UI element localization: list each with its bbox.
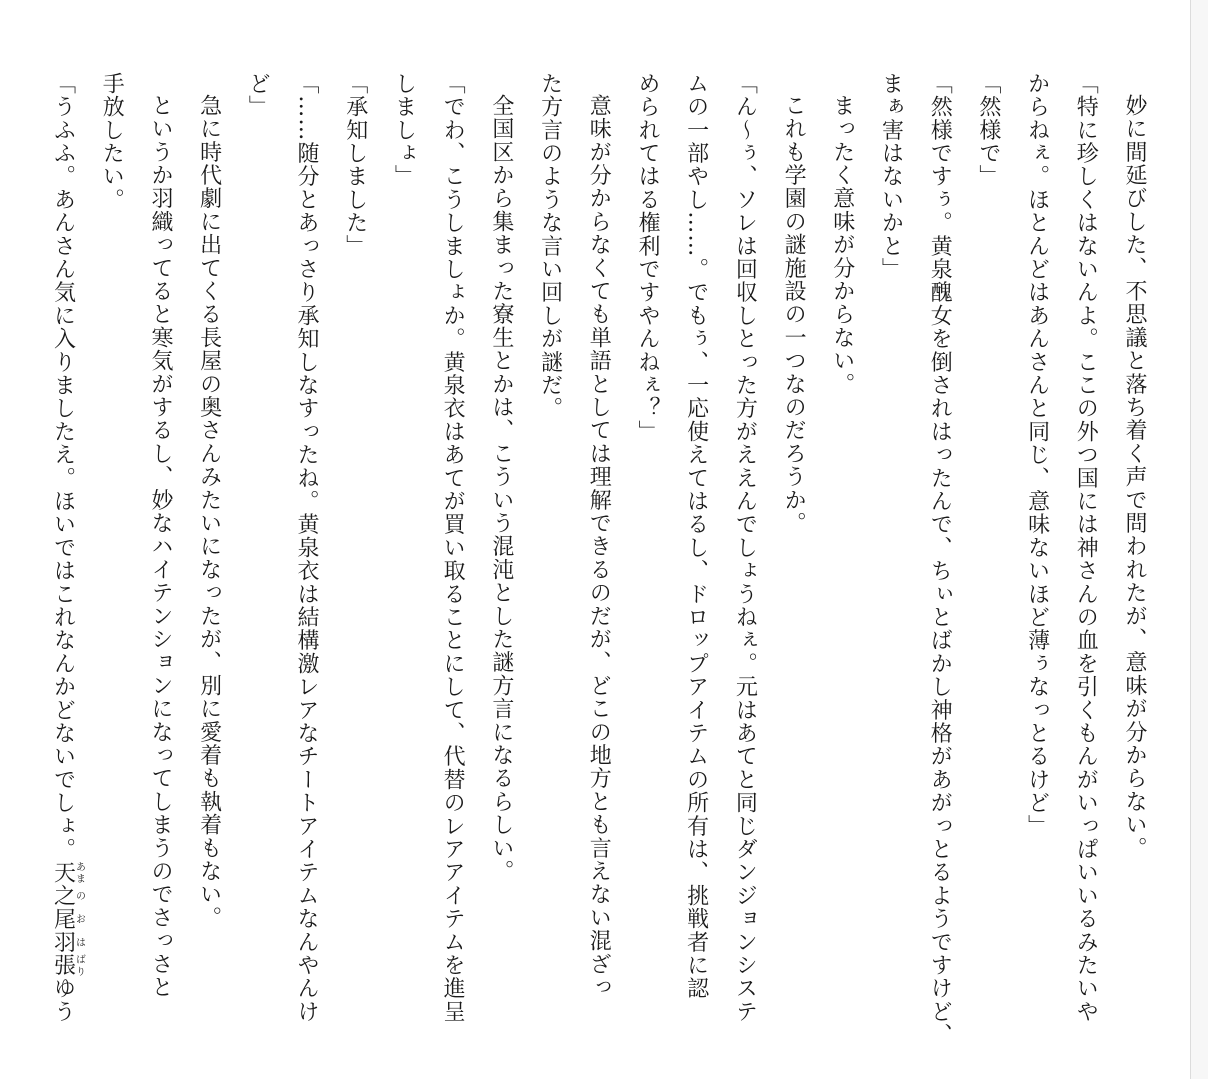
text-line-3: からねぇ。ほとんどはあんさんと同じ、意味ないほど薄ぅなっとるけど」: [1024, 72, 1050, 838]
text-line-5: 「然様ですぅ。黄泉醜女を倒されはったんで、ちぃとばかし神格があがっとるようですけど、: [927, 72, 953, 1047]
text-line-7: まったく意味が分からない。: [829, 94, 855, 396]
text-line-8: これも学園の謎施設の一つなのだろうか。: [781, 94, 807, 535]
text-line-10: ムの一部やし……。でもぅ、一応使えてはるし、ドロップアイテムの所有は、挑戦者に認: [683, 72, 709, 1000]
vertical-text-body: [50, 72, 1158, 1062]
ruby-word-amanoohabari: 天あま之の尾お羽は張ばり: [50, 860, 85, 977]
text-line-15: 「でわ、こうしましょか。黄泉衣はあてが買い取ることにして、代替のレアアイテムを進呈: [440, 72, 466, 1024]
text-line-13: た方言のような言い回しが謎だ。: [537, 72, 563, 420]
text-line-21: というか羽織ってると寒気がするし、妙なハイテンションになってしまうのでさっさと: [147, 94, 173, 999]
page-margin-strip: [1191, 0, 1208, 1079]
text-line-6: まぁ害はないかと」: [878, 72, 904, 281]
text-line-16: しましょ」: [391, 72, 417, 188]
text-line-17: 「承知しました」: [342, 72, 368, 258]
text-line-14: 全国区から集まった寮生とかは、こういう混沌とした謎方言になるらしい。: [488, 94, 514, 883]
text-line-11: められてはる権利ですやんねぇ？」: [634, 72, 660, 444]
text-line-1: 妙に間延びした、不思議と落ち着く声で問われたが、意味が分からない。: [1122, 94, 1147, 860]
text-line-19: ど」: [245, 72, 271, 119]
text-line-23-suffix: ゆう: [50, 976, 76, 1024]
text-line-20: 急に時代劇に出てくる長屋の奥さんみたいになったが、別に愛着も執着もない。: [196, 94, 222, 930]
text-line-18: 「……随分とあっさり承知しなすったね。黄泉衣は結構激レアなチートアイテムなんやんけ: [294, 72, 320, 1024]
text-line-2: 「特に珍しくはないんよ。ここの外つ国には神さんの血を引くもんがいっぱいいるみたいや: [1073, 72, 1099, 1024]
text-line-9: 「ん～ぅ、ソレは回収しとった方がええんでしょうねぇ。元はあてと同じダンジョンシステ: [732, 72, 758, 1024]
text-line-23-main: 「うふふ。あんさん気に入りましたえ。ほいではこれなんかどないでしょ。: [50, 72, 76, 861]
text-line-23: [38, 72, 87, 1062]
text-line-4: 「然様で」: [975, 72, 1001, 188]
text-line-12: 意味が分からなくても単語としては理解できるのだが、どこの地方とも言えない混ざっ: [586, 94, 612, 999]
text-line-22: 手放したい。: [99, 72, 125, 212]
